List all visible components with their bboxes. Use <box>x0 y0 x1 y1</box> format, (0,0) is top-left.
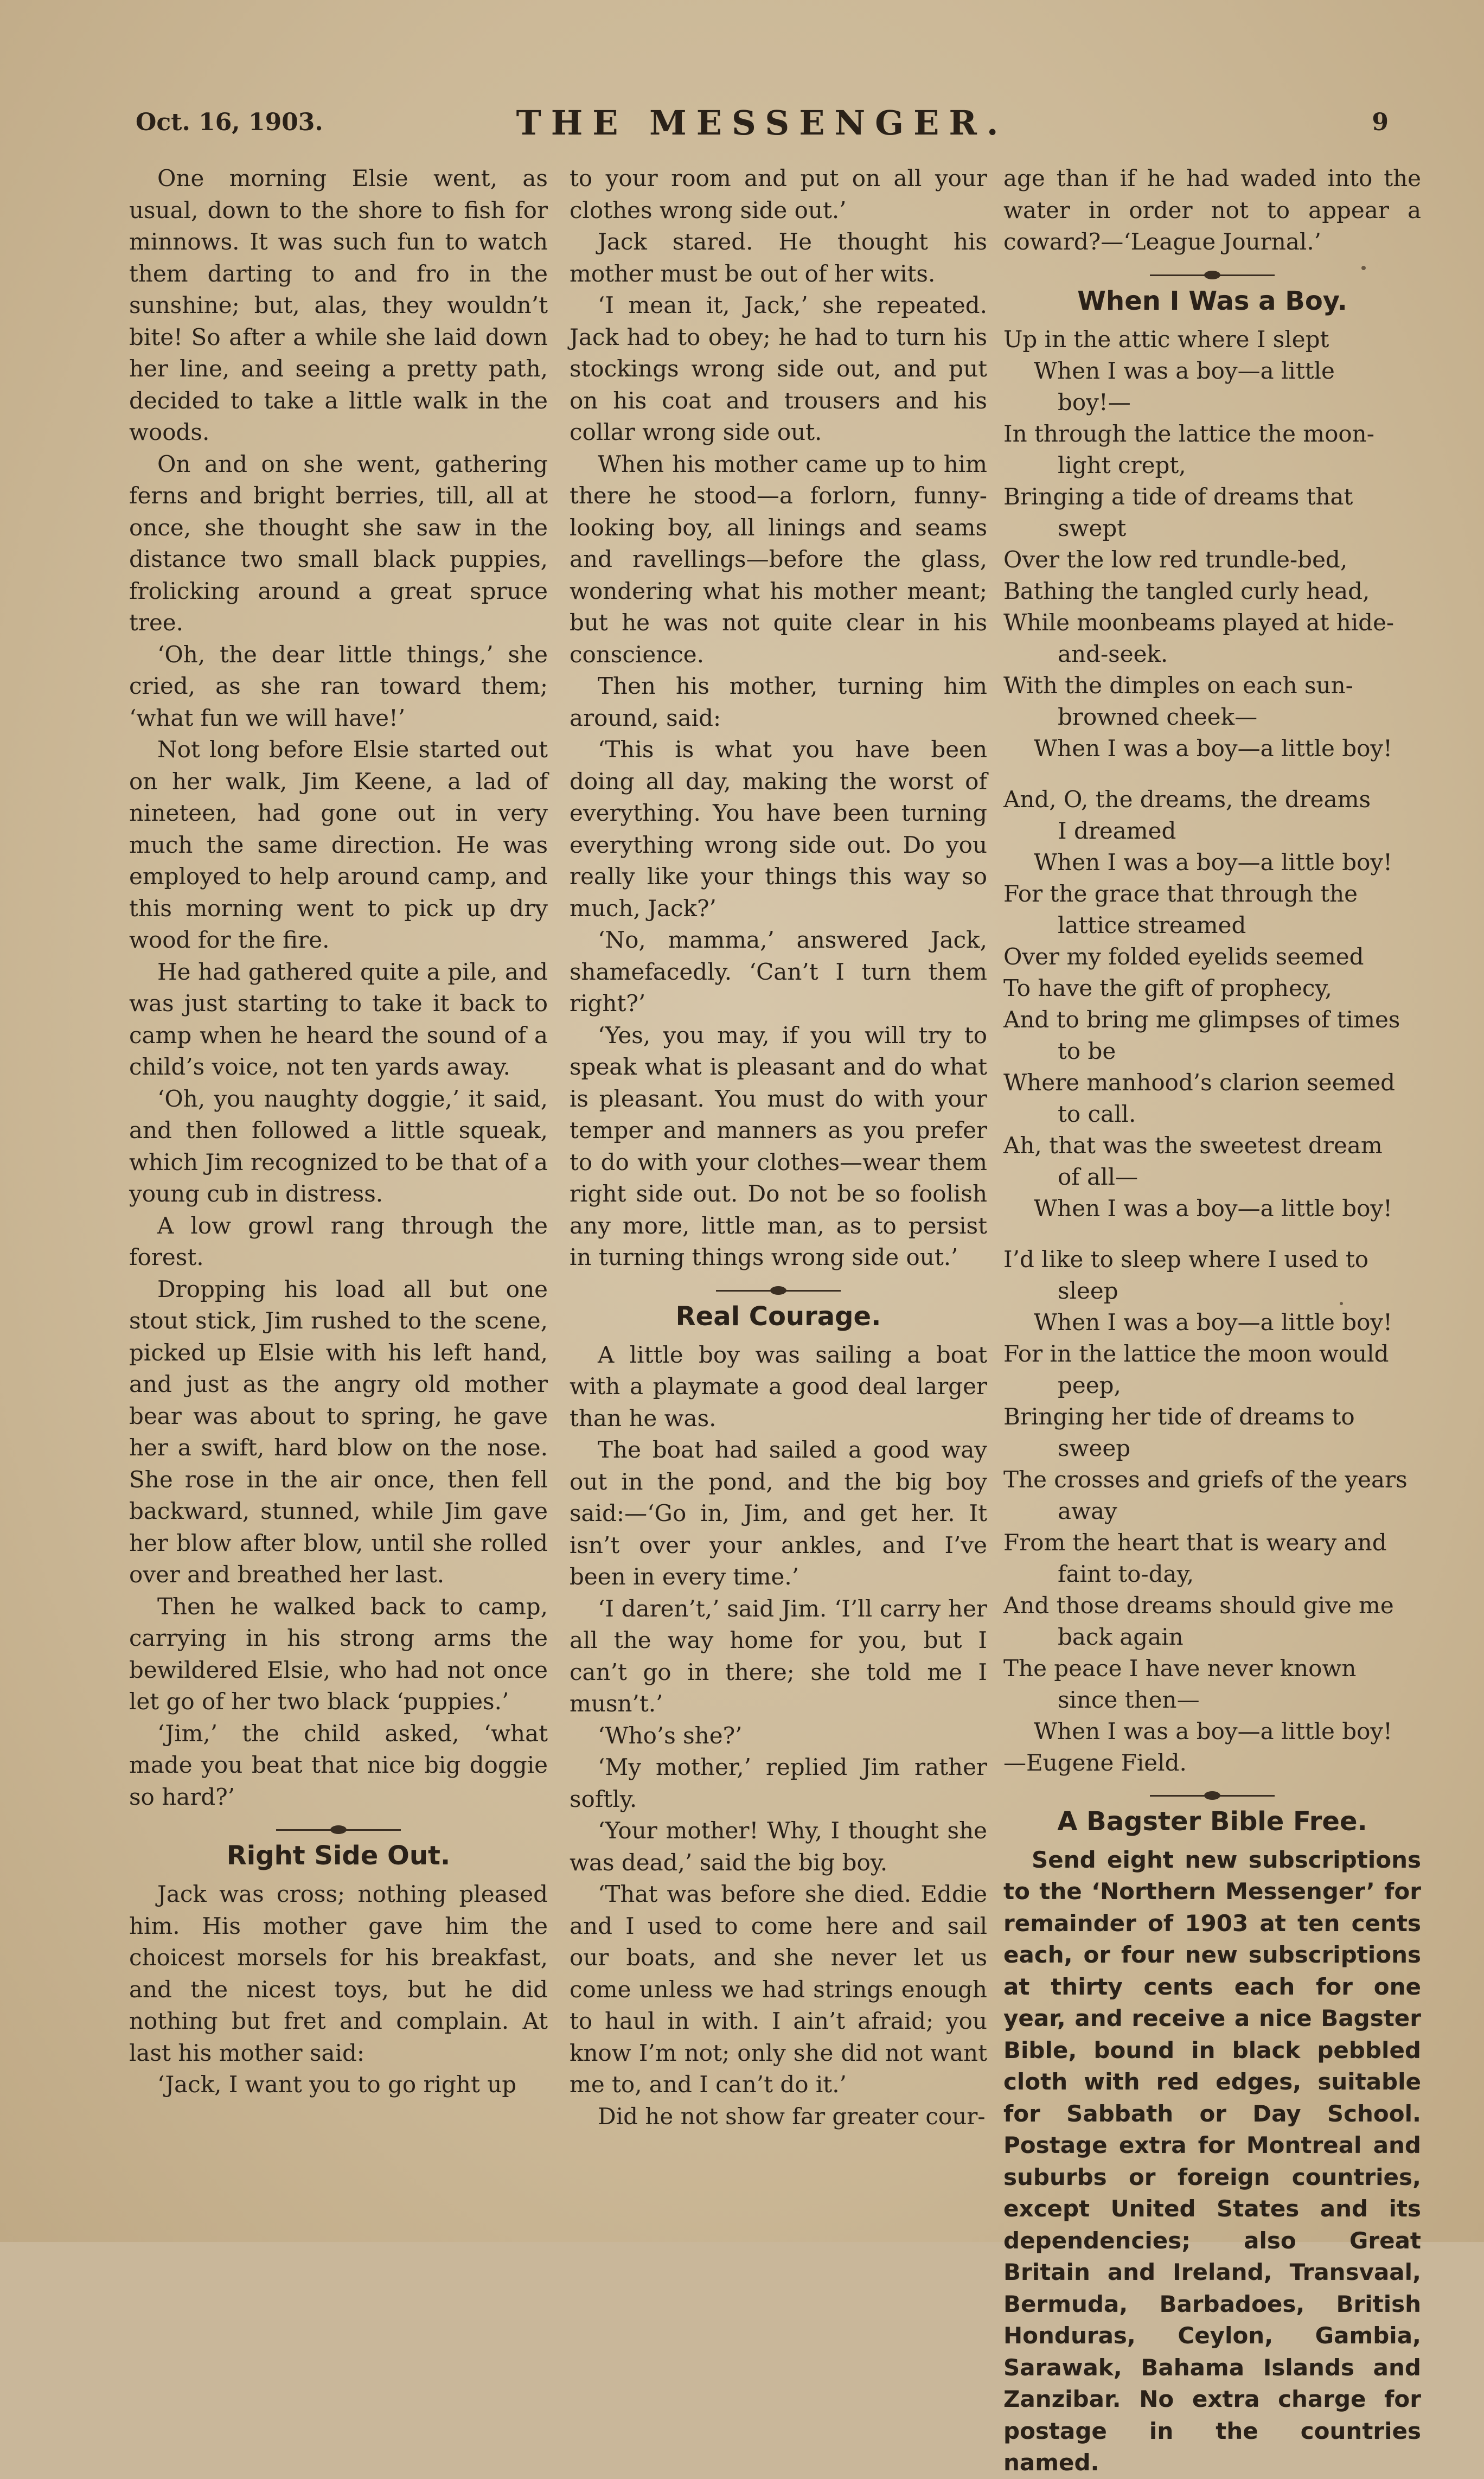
poem-line: When I was a boy—a little boy! <box>1034 1194 1393 1222</box>
section-divider <box>276 1829 401 1831</box>
story-paragraph: A low growl rang through the forest. <box>129 1212 548 1270</box>
poem-line: The peace I have never known <box>1003 1654 1357 1682</box>
poem-line: and-seek. <box>1058 640 1168 667</box>
poem-line: When I was a boy—a little boy! <box>1034 1308 1393 1336</box>
poem-line: Bathing the tangled curly head, <box>1003 577 1370 604</box>
promo-text: Send eight new subscriptions to the ‘Northern Messenger’ for remainder of 1903 at ten cents each, or four new subscriptions at thirty cents each for one year, and receive a nice Bagster Bible, bound in black pebbled cloth with red edges, suitable for Sabbath or Day School. Postage extra for Montreal and suburbs or foreign countries, except United States and its dependencies; also Great Britain and Ireland, Transvaal, Bermuda, Barbadoes, British Honduras, Ceylon, Gambia, Sarawak, Bahama Islands and Zanzibar. No extra charge for postage in the countries named. <box>1003 1846 1421 2476</box>
story-paragraph: Then he walked back to camp, carrying in his strong arms the bewildered Elsie, who had not once let go of her two black ‘puppies.’ <box>129 1593 548 1715</box>
print-speck <box>1361 266 1366 270</box>
story-paragraph: age than if he had waded into the water in order not to appear a coward?—‘League Journal.’ <box>1003 165 1421 255</box>
poem-line: The crosses and griefs of the years <box>1003 1466 1408 1493</box>
poem-line: When I was a boy—a little <box>1034 357 1335 384</box>
column-3 <box>1003 163 1421 2479</box>
poem-line: In through the lattice the moon- <box>1003 420 1374 447</box>
column-2 <box>570 163 987 2132</box>
story-paragraph: Jack stared. He thought his mother must be out of her wits. <box>570 228 987 287</box>
story-paragraph: A little boy was sailing a boat with a playmate a good deal larger than he was. <box>570 1341 987 1432</box>
story-paragraph: ‘I mean it, Jack,’ she repeated. Jack had to obey; he had to turn his stockings wrong side out, and put on his coat and trousers and his collar wrong side out. <box>570 292 987 445</box>
story-paragraph: Jack was cross; nothing pleased him. His mother gave him the choicest morsels for his breakfast, and the nicest toys, but he did nothing but fret and complain. At last his mother said: <box>129 1881 548 2066</box>
poem-line: With the dimples on each sun- <box>1003 672 1353 699</box>
masthead <box>136 103 1389 152</box>
story-paragraph: ‘Oh, the dear little things,’ she cried, as she ran toward them; ‘what fun we will have!’ <box>129 641 548 731</box>
section-divider <box>716 1290 841 1292</box>
poem-line: sleep <box>1058 1277 1118 1304</box>
poem-line: to be <box>1058 1037 1116 1064</box>
story-paragraph: ‘Your mother! Why, I thought she was dead,’ said the big boy. <box>570 1817 987 1876</box>
print-speck <box>1340 1302 1343 1305</box>
story-paragraph: Did he not show far greater cour- <box>598 2103 986 2130</box>
story-paragraph: ‘That was before she died. Eddie and I used to come here and sail our boats, and she never let us come unless we had strings enough to haul in with. I ain’t afraid; you know I’m not; only she did not want me to, and I can’t do it.’ <box>570 1881 987 2098</box>
poem-line: away <box>1058 1497 1117 1524</box>
poem-line: since then— <box>1058 1686 1200 1713</box>
story-paragraph: ‘Jack, I want you to go right up <box>157 2071 517 2098</box>
poem-author: —Eugene Field. <box>1003 1749 1187 1776</box>
story-paragraph: ‘This is what you have been doing all day, making the worst of everything. You have been turning everything wrong side out. Do you really like your things this way so much, Jack?’ <box>570 736 987 922</box>
poem-line: peep, <box>1058 1371 1121 1398</box>
poem-line: light crept, <box>1058 451 1186 478</box>
poem-line: back again <box>1058 1623 1184 1650</box>
story-paragraph: ‘Jim,’ the child asked, ‘what made you beat that nice big doggie so hard?’ <box>129 1720 548 1810</box>
story-paragraph: Not long before Elsie started out on her walk, Jim Keene, a lad of nineteen, had gone out in very much the same direction. He was employed to help around camp, and this morning went to pick up dry wood for the fire. <box>129 736 548 953</box>
elsie-story <box>129 163 548 1813</box>
poem-line: to call. <box>1058 1100 1136 1127</box>
story-paragraph: ‘Oh, you naughty doggie,’ it said, and then followed a little squeak, which Jim recognized to be that of a young cub in distress. <box>129 1085 548 1207</box>
poem-line: While moonbeams played at hide- <box>1003 609 1395 636</box>
poem-line: Up in the attic where I slept <box>1003 325 1329 353</box>
promo-heading: A Bagster Bible Free. <box>1057 1806 1367 1837</box>
story-paragraph: ‘No, mamma,’ answered Jack, shamefacedly. ‘Can’t I turn them right?’ <box>570 927 987 1017</box>
story-paragraph: He had gathered quite a pile, and was just starting to take it back to camp when he heard the sound of a child’s voice, not ten yards away. <box>129 958 548 1080</box>
poem-line: And to bring me glimpses of times <box>1003 1006 1400 1033</box>
story-paragraph: On and on she went, gathering ferns and bright berries, till, all at once, she thought she saw in the distance two small black puppies, frolicking around a great spruce tree. <box>129 450 548 636</box>
newspaper-title: THE MESSENGER. <box>516 103 1008 143</box>
right-side-out-heading: Right Side Out. <box>226 1841 451 1871</box>
poem-line: When I was a boy—a little boy! <box>1034 848 1393 876</box>
story-paragraph: Then his mother, turning him around, said: <box>570 673 987 731</box>
stanza-break <box>1003 1224 1421 1244</box>
story-paragraph: to your room and put on all your clothes wrong side out.’ <box>570 165 987 223</box>
story-paragraph: ‘Who’s she?’ <box>598 1722 743 1749</box>
poem-line: To have the gift of prophecy, <box>1003 974 1332 1001</box>
poem-body <box>1003 324 1421 1747</box>
real-courage-heading: Real Courage. <box>675 1301 881 1332</box>
story-paragraph: ‘I daren’t,’ said Jim. ‘I’ll carry her all the way home for you, but I can’t go in there; she told me I musn’t.’ <box>570 1595 987 1717</box>
poem-line: Ah, that was the sweetest dream <box>1003 1132 1383 1159</box>
column-1 <box>129 163 548 2101</box>
poem-line: For the grace that through the <box>1003 880 1358 907</box>
poem-line: When I was a boy—a little boy! <box>1034 734 1393 762</box>
poem-heading: When I Was a Boy. <box>1077 285 1347 316</box>
story-paragraph: One morning Elsie went, as usual, down to the shore to fish for minnows. It was such fun to watch them darting to and fro in the sunshine; but, alas, they wouldn’t bite! So after a while she laid down her line, and seeing a pretty path, decided to take a little walk in the woods. <box>129 165 548 445</box>
story-paragraph: ‘My mother,’ replied Jim rather softly. <box>570 1754 987 1812</box>
story-paragraph: The boat had sailed a good way out in the pond, and the big boy said:—‘Go in, Jim, and get her. It isn’t over your ankles, and I’ve been in every time.’ <box>570 1436 987 1590</box>
poem-line: And those dreams should give me <box>1003 1592 1394 1619</box>
poem-author-block <box>1003 1747 1421 1779</box>
poem-line: I’d like to sleep where I used to <box>1003 1245 1369 1273</box>
page-number: 9 <box>1372 108 1389 136</box>
poem-line: Where manhood’s clarion seemed <box>1003 1069 1396 1096</box>
stanza-break <box>1003 764 1421 784</box>
poem-line: When I was a boy—a little boy! <box>1034 1717 1393 1745</box>
story-paragraph: Dropping his load all but one stout stick, Jim rushed to the scene, picked up Elsie with his left hand, and just as the angry old mother bear was about to spring, he gave her a swift, hard blow on the nose. She rose in the air once, then fell backward, stunned, while Jim gave her blow after blow, until she rolled over and breathed her last. <box>129 1275 548 1588</box>
issue-date: Oct. 16, 1903. <box>136 108 323 136</box>
poem-line: From the heart that is weary and <box>1003 1529 1387 1556</box>
poem-line: For in the lattice the moon would <box>1003 1340 1389 1367</box>
story-paragraph: When his mother came up to him there he stood—a forlorn, funny-looking boy, all linings and seams and ravellings—before the glass, wondering what his mother meant; but he was not quite clear in his conscience. <box>570 450 987 668</box>
poem-line: Over my folded eyelids seemed <box>1003 943 1364 970</box>
poem-line: I dreamed <box>1058 817 1176 844</box>
poem-line: Bringing her tide of dreams to <box>1003 1403 1355 1430</box>
poem-line: browned cheek— <box>1058 703 1258 730</box>
poem-line: faint to-day, <box>1058 1560 1194 1587</box>
poem-line: of all— <box>1058 1163 1138 1190</box>
poem-line: And, O, the dreams, the dreams <box>1003 785 1371 813</box>
poem-line: lattice streamed <box>1058 911 1246 938</box>
section-divider <box>1150 274 1275 276</box>
poem-line: Over the low red trundle-bed, <box>1003 546 1348 573</box>
story-paragraph: ‘Yes, you may, if you will try to speak what is pleasant and do what is pleasant. You must do with your temper and manners as you prefer to do with your clothes—wear them right side out. Do not be so foolish any more, little man, as to persist in turning things wrong side out.’ <box>570 1021 987 1270</box>
section-divider <box>1150 1795 1275 1797</box>
poem-line: swept <box>1058 514 1127 541</box>
poem-line: sweep <box>1058 1434 1131 1461</box>
poem-line: Bringing a tide of dreams that <box>1003 483 1353 510</box>
poem-line: boy!— <box>1058 388 1131 416</box>
